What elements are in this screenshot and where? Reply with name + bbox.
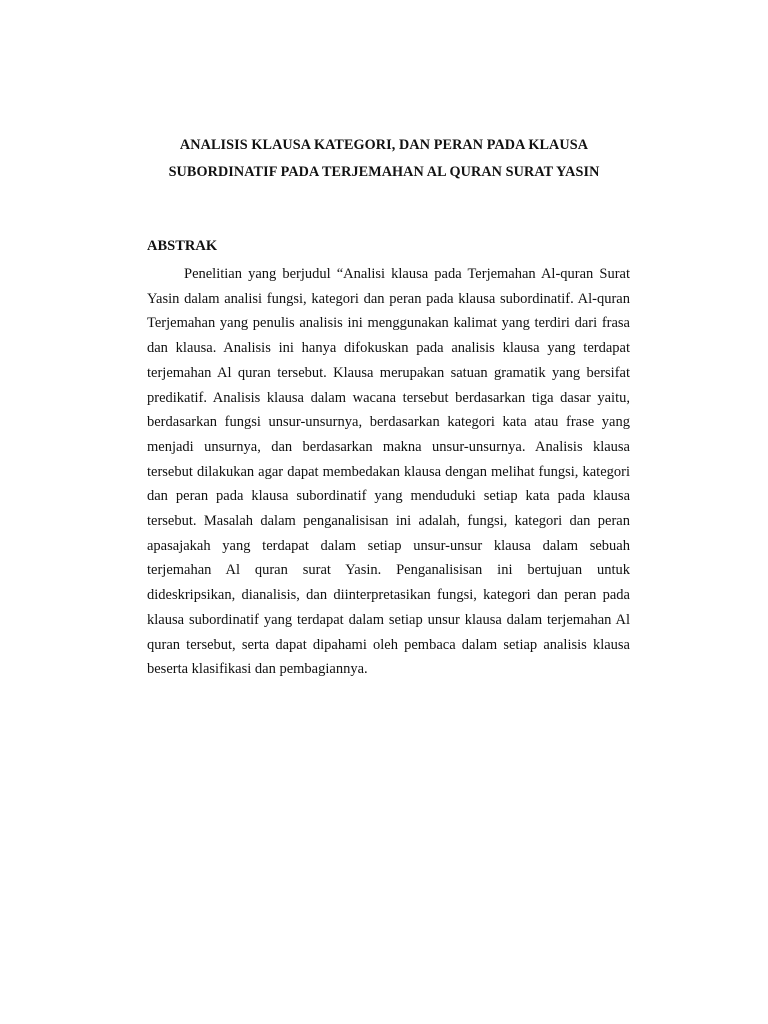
title-line-1: ANALISIS KLAUSA KATEGORI, DAN PERAN PADA KLAUSA <box>179 137 589 153</box>
section-heading: ABSTRAK <box>147 238 218 254</box>
abstract-paragraph: Penelitian yang berjudul “Analisi klausa pada Terjemahan Al-quran Surat Yasin dalam analisi fungsi, kategori dan peran pada klausa subordinatif. Al-quran Terjemahan yang penulis analisis ini menggunakan kalimat yang terdiri dari frasa dan klausa. Analisis ini hanya difokuskan pada analisis klausa yang terdapat terjemahan Al quran tersebut. Klausa merupakan satuan gramatik yang bersifat predikatif. Analisis klausa dalam wacana tersebut berdasarkan tiga dasar yaitu, berdasarkan fungsi unsur-unsurnya, berdasarkan kategori kata atau frase yang menjadi unsurnya, dan berdasarkan makna unsur-unsurnya. Analisis klausa tersebut dilakukan agar dapat membedakan klausa dengan melihat fungsi, kategori dan peran pada klausa subordinatif yang menduduki setiap kata pada klausa tersebut. Masalah dalam penganalisisan ini adalah, fungsi, kategori dan peran apasajakah yang terdapat dalam setiap unsur-unsur klausa dalam sebuah terjemahan Al quran surat Yasin. Penganalisisan ini bertujuan untuk dideskripsikan, dianalisis, dan diinterpretasikan fungsi, kategori dan peran pada klausa subordinatif yang terdapat dalam setiap unsur klausa dalam terjemahan Al quran tersebut, serta dapat dipahami oleh pembaca dalam setiap analisis klausa beserta klasifikasi dan pembagiannya. <box>147 266 630 678</box>
title-line-2: SUBORDINATIF PADA TERJEMAHAN AL QURAN SURAT YASIN <box>168 164 600 180</box>
